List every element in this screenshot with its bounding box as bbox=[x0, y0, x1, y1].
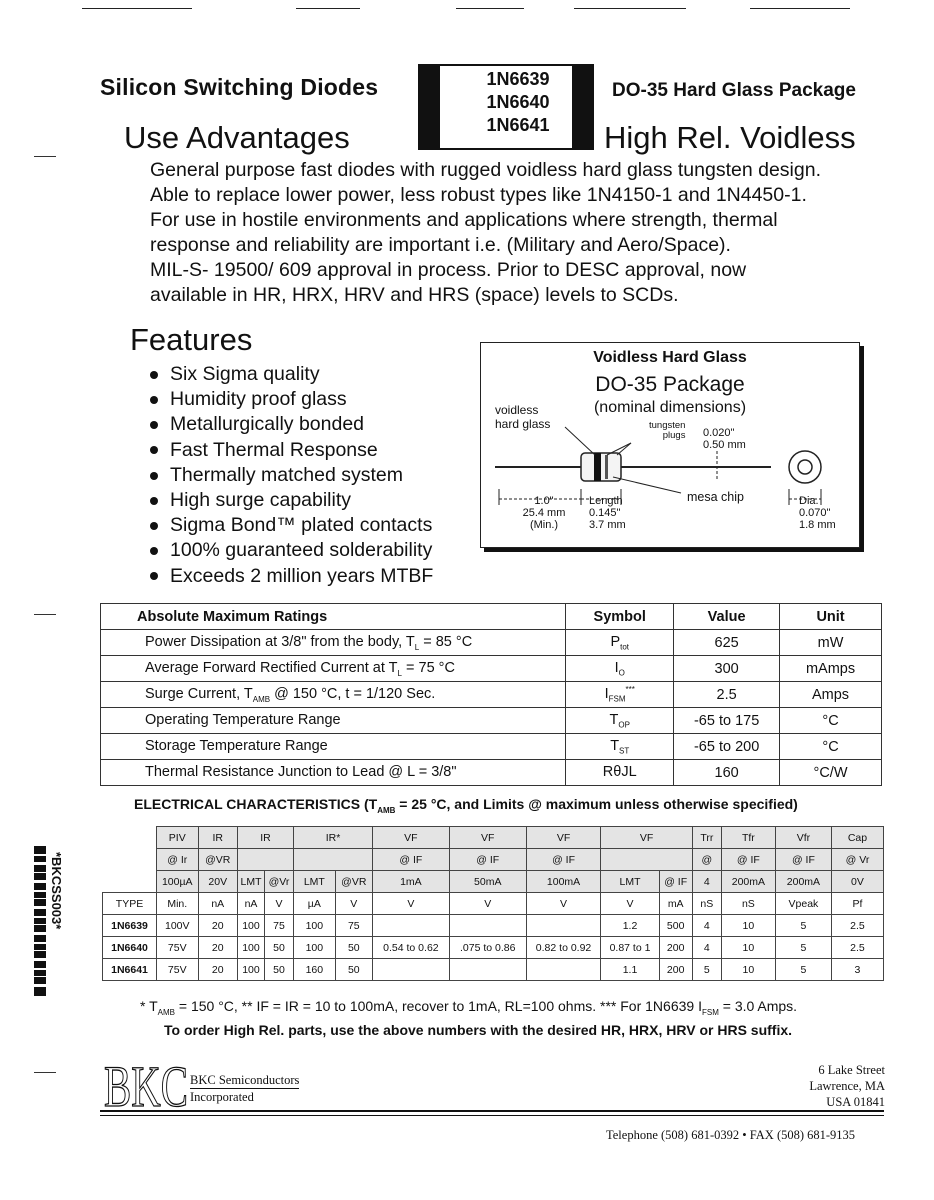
header-cell bbox=[294, 849, 373, 871]
intro-line: MIL-S- 19500/ 609 approval in process. Prior to DESC approval, now bbox=[150, 259, 747, 281]
table-header: Symbol bbox=[566, 604, 674, 630]
value-cell: 2.5 bbox=[831, 915, 883, 937]
value-cell: 2.5 bbox=[831, 937, 883, 959]
value-cell: 100 bbox=[237, 959, 264, 981]
table-row bbox=[101, 734, 882, 760]
ratings-table bbox=[100, 603, 882, 786]
header-cell: @Vr bbox=[264, 871, 293, 893]
bullet-icon bbox=[150, 497, 158, 505]
header-cell: 100mA bbox=[526, 871, 601, 893]
value-cell: 100 bbox=[294, 915, 336, 937]
header-cell: 20V bbox=[198, 871, 237, 893]
intro-line: available in HR, HRX, HRV and HRS (space) levels to SCDs. bbox=[150, 284, 679, 306]
unit-cell: V bbox=[449, 893, 526, 915]
value-cell bbox=[449, 959, 526, 981]
value-cell bbox=[449, 915, 526, 937]
features-list bbox=[150, 362, 433, 589]
value-cell: 4 bbox=[692, 937, 721, 959]
header-cell: @ IF bbox=[721, 849, 775, 871]
value-cell: 160 bbox=[294, 959, 336, 981]
symbol-cell: $P_{tot}$ bbox=[566, 630, 674, 656]
value-cell: 500 bbox=[659, 915, 692, 937]
header-cell: Vfr bbox=[775, 827, 831, 849]
value-cell: 10 bbox=[721, 915, 775, 937]
value-cell: 0.54 to 0.62 bbox=[372, 937, 449, 959]
header-cell: VF bbox=[449, 827, 526, 849]
header-cell: VF bbox=[526, 827, 601, 849]
header-cell: Cap bbox=[831, 827, 883, 849]
feature-item: Thermally matched system bbox=[150, 463, 433, 488]
bullet-icon bbox=[150, 522, 158, 530]
unit-cell: nA bbox=[237, 893, 264, 915]
feature-item: Sigma Bond™ plated contacts bbox=[150, 513, 433, 538]
header-cell: IR bbox=[198, 827, 237, 849]
parameter-cell: Storage Temperature Range bbox=[101, 734, 566, 760]
package-title: Voidless Hard Glass bbox=[593, 349, 747, 366]
header-cell: 4 bbox=[692, 871, 721, 893]
table-row bbox=[101, 682, 882, 708]
value-cell: 5 bbox=[775, 959, 831, 981]
header-cell: 1mA bbox=[372, 871, 449, 893]
value-cell: 10 bbox=[721, 959, 775, 981]
header-cell: 200mA bbox=[721, 871, 775, 893]
diameter-dimension: Dia. 0.070" 1.8 mm bbox=[799, 495, 836, 531]
length-dimension: Length 0.145" 3.7 mm bbox=[589, 495, 626, 531]
unit-cell: mA bbox=[659, 893, 692, 915]
bullet-icon bbox=[150, 396, 158, 404]
package-diagram bbox=[480, 342, 860, 548]
footer-divider bbox=[100, 1110, 884, 1112]
unit-cell: °C bbox=[780, 708, 882, 734]
bkc-logo bbox=[104, 1058, 188, 1110]
table-row bbox=[103, 827, 884, 849]
barcode-text: *BKCSS003* bbox=[49, 852, 64, 930]
value-cell: 5 bbox=[692, 959, 721, 981]
lead-dimension: 1.0" 25.4 mm (Min.) bbox=[522, 495, 566, 531]
value-cell: 50 bbox=[264, 937, 293, 959]
value-cell bbox=[526, 959, 601, 981]
units-row bbox=[103, 893, 884, 915]
bullet-icon bbox=[150, 371, 158, 379]
value-cell: 4 bbox=[692, 915, 721, 937]
unit-cell: µA bbox=[294, 893, 336, 915]
scan-line bbox=[750, 8, 850, 9]
bullet-icon bbox=[150, 547, 158, 555]
unit-cell: nS bbox=[721, 893, 775, 915]
voidless-label: voidless hard glass bbox=[495, 403, 551, 431]
intro-line: For use in hostile environments and applications where strength, thermal bbox=[150, 209, 778, 231]
feature-item: Metallurgically bonded bbox=[150, 412, 433, 437]
type-cell: 1N6639 bbox=[103, 915, 157, 937]
part-number: 1N6640 bbox=[486, 92, 550, 112]
intro-line: General purpose fast diodes with rugged voidless hard glass tungsten design. bbox=[150, 159, 821, 181]
value-cell: 20 bbox=[198, 915, 237, 937]
bullet-icon bbox=[150, 572, 158, 580]
scan-line bbox=[456, 8, 524, 9]
value-cell: 75V bbox=[157, 937, 199, 959]
table-header-row bbox=[101, 604, 882, 630]
package-subtitle: DO-35 Package bbox=[595, 373, 745, 396]
value-cell: 0.87 to 1 bbox=[601, 937, 659, 959]
margin-mark bbox=[34, 1072, 56, 1073]
unit-cell: nS bbox=[692, 893, 721, 915]
value-cell: 75V bbox=[157, 959, 199, 981]
order-note: To order High Rel. parts, use the above numbers with the desired HR, HRX, HRV or HRS suffix. bbox=[164, 1022, 793, 1038]
feature-item: Six Sigma quality bbox=[150, 362, 433, 387]
unit-cell: Pf bbox=[831, 893, 883, 915]
symbol-cell: $T_{OP}$ bbox=[566, 708, 674, 734]
intro-line: Able to replace lower power, less robust types like 1N4150-1 and 1N4450-1. bbox=[150, 184, 807, 206]
feature-item: Exceeds 2 million years MTBF bbox=[150, 564, 433, 589]
value-cell: 5 bbox=[775, 915, 831, 937]
value-cell bbox=[526, 915, 601, 937]
unit-cell: Min. bbox=[157, 893, 199, 915]
margin-mark bbox=[34, 156, 56, 157]
value-cell: 100 bbox=[294, 937, 336, 959]
feature-item: Fast Thermal Response bbox=[150, 438, 433, 463]
unit-cell: V bbox=[601, 893, 659, 915]
unit-cell: nA bbox=[198, 893, 237, 915]
header-cell: 100µA bbox=[157, 871, 199, 893]
value-cell: 100 bbox=[237, 915, 264, 937]
header-cell: PIV bbox=[157, 827, 199, 849]
table-header: Unit bbox=[780, 604, 882, 630]
value-cell: -65 to 200 bbox=[674, 734, 780, 760]
scan-line bbox=[296, 8, 360, 9]
mesa-chip-label: mesa chip bbox=[687, 490, 744, 504]
header-cell: @ bbox=[692, 849, 721, 871]
header-cell: 0V bbox=[831, 871, 883, 893]
value-cell bbox=[372, 959, 449, 981]
header-cell: @ IF bbox=[372, 849, 449, 871]
part-number: 1N6639 bbox=[486, 69, 550, 89]
parameter-cell: Thermal Resistance Junction to Lead @ L = 3/8" bbox=[101, 760, 566, 786]
value-cell: 200 bbox=[659, 937, 692, 959]
electrical-heading: ELECTRICAL CHARACTERISTICS ($T_{AMB} = 25$ °C, and Limits @ maximum unless otherwise specified) bbox=[134, 796, 798, 815]
header-cell: Tfr bbox=[721, 827, 775, 849]
table-row bbox=[103, 915, 884, 937]
value-cell: 2.5 bbox=[674, 682, 780, 708]
header-cell: VF bbox=[601, 827, 692, 849]
header-cell bbox=[237, 849, 293, 871]
table-header: Value bbox=[674, 604, 780, 630]
symbol-cell: RθJL bbox=[566, 760, 674, 786]
symbol-cell: $T_{ST}$ bbox=[566, 734, 674, 760]
header-cell: @ IF bbox=[659, 871, 692, 893]
electrical-table bbox=[102, 826, 884, 981]
table-row bbox=[101, 708, 882, 734]
header-cell: LMT bbox=[294, 871, 336, 893]
header-cell: @ Ir bbox=[157, 849, 199, 871]
feature-item: Humidity proof glass bbox=[150, 387, 433, 412]
value-cell: 0.82 to 0.92 bbox=[526, 937, 601, 959]
unit-cell: V bbox=[526, 893, 601, 915]
bullet-icon bbox=[150, 421, 158, 429]
type-cell: 1N6641 bbox=[103, 959, 157, 981]
table-row bbox=[103, 937, 884, 959]
product-family-title: Silicon Switching Diodes bbox=[100, 74, 379, 100]
table-header: Absolute Maximum Ratings bbox=[101, 604, 566, 630]
footer-divider bbox=[100, 1115, 884, 1116]
header-cell: @ IF bbox=[775, 849, 831, 871]
value-cell: -65 to 175 bbox=[674, 708, 780, 734]
unit-cell: Amps bbox=[780, 682, 882, 708]
value-cell: 50 bbox=[335, 959, 372, 981]
company-address: 6 Lake Street Lawrence, MA USA 01841 bbox=[809, 1063, 885, 1109]
header-cell bbox=[601, 849, 692, 871]
bullet-icon bbox=[150, 446, 158, 454]
value-cell: 50 bbox=[335, 937, 372, 959]
package-title: DO-35 Hard Glass Package bbox=[612, 80, 856, 101]
header-cell: LMT bbox=[601, 871, 659, 893]
value-cell: 160 bbox=[674, 760, 780, 786]
header-cell: 50mA bbox=[449, 871, 526, 893]
part-number: 1N6641 bbox=[486, 115, 550, 135]
value-cell bbox=[372, 915, 449, 937]
value-cell: 20 bbox=[198, 959, 237, 981]
parameter-cell: Operating Temperature Range bbox=[101, 708, 566, 734]
part-number-box bbox=[418, 64, 594, 150]
scan-line bbox=[574, 8, 686, 9]
header-cell: LMT bbox=[237, 871, 264, 893]
value-cell: 625 bbox=[674, 630, 780, 656]
unit-cell: °C/W bbox=[780, 760, 882, 786]
table-row bbox=[103, 871, 884, 893]
header-cell: 200mA bbox=[775, 871, 831, 893]
value-cell: 300 bbox=[674, 656, 780, 682]
footnote: * $T_{AMB} = 150$ °C, ** IF = IR = 10 to 100mA, recover to 1mA, RL=100 ohms. *** For 1N6639 $I_{FSM} = 3.0$ Amps. bbox=[140, 998, 798, 1017]
value-cell: 1.1 bbox=[601, 959, 659, 981]
value-cell: .075 to 0.86 bbox=[449, 937, 526, 959]
feature-item: 100% guaranteed solderability bbox=[150, 538, 433, 563]
unit-cell: mAmps bbox=[780, 656, 882, 682]
header-cell: IR bbox=[237, 827, 293, 849]
unit-cell: Vpeak bbox=[775, 893, 831, 915]
company-name: BKC Semiconductors Incorporated bbox=[190, 1073, 300, 1104]
high-rel-heading: High Rel. Voidless bbox=[604, 120, 856, 155]
value-cell: 5 bbox=[775, 937, 831, 959]
table-row bbox=[101, 656, 882, 682]
value-cell: 75 bbox=[335, 915, 372, 937]
value-cell: 10 bbox=[721, 937, 775, 959]
header-cell: IR* bbox=[294, 827, 373, 849]
plug-dimension: 0.020" 0.50 mm bbox=[703, 427, 746, 451]
value-cell: 1.2 bbox=[601, 915, 659, 937]
header-cell: @VR bbox=[335, 871, 372, 893]
value-cell: 100 bbox=[237, 937, 264, 959]
phone-fax: Telephone (508) 681-0392 • FAX (508) 681-9135 bbox=[606, 1128, 856, 1142]
unit-cell: mW bbox=[780, 630, 882, 656]
parameter-cell: Average Forward Rectified Current at $T_L = 75$ °C bbox=[101, 656, 566, 682]
unit-cell: V bbox=[372, 893, 449, 915]
intro-paragraph bbox=[150, 158, 890, 308]
unit-cell: TYPE bbox=[103, 893, 157, 915]
value-cell: 200 bbox=[659, 959, 692, 981]
unit-cell: °C bbox=[780, 734, 882, 760]
svg-text:BKC: BKC bbox=[104, 1058, 188, 1110]
table-row bbox=[101, 630, 882, 656]
value-cell: 20 bbox=[198, 937, 237, 959]
value-cell: 100V bbox=[157, 915, 199, 937]
parameter-cell: Surge Current, $T_{AMB}$ @ 150 °C, t = 1/120 Sec. bbox=[101, 682, 566, 708]
table-row bbox=[101, 760, 882, 786]
features-heading: Features bbox=[130, 322, 253, 357]
table-row bbox=[103, 959, 884, 981]
use-advantages-heading: Use Advantages bbox=[124, 120, 350, 155]
header-cell: VF bbox=[372, 827, 449, 849]
header-cell: @ IF bbox=[449, 849, 526, 871]
table-row bbox=[103, 849, 884, 871]
header-cell: Trr bbox=[692, 827, 721, 849]
margin-mark bbox=[34, 614, 56, 615]
value-cell: 50 bbox=[264, 959, 293, 981]
intro-line: response and reliability are important i.e. (Military and Aero/Space). bbox=[150, 234, 731, 256]
header-cell: @VR bbox=[198, 849, 237, 871]
value-cell: 3 bbox=[831, 959, 883, 981]
scan-line bbox=[82, 8, 192, 9]
value-cell: 75 bbox=[264, 915, 293, 937]
unit-cell: V bbox=[335, 893, 372, 915]
header-cell: @ Vr bbox=[831, 849, 883, 871]
unit-cell: V bbox=[264, 893, 293, 915]
symbol-cell: $I_O$ bbox=[566, 656, 674, 682]
header-cell: @ IF bbox=[526, 849, 601, 871]
bullet-icon bbox=[150, 472, 158, 480]
type-cell: 1N6640 bbox=[103, 937, 157, 959]
package-note: (nominal dimensions) bbox=[593, 399, 747, 416]
feature-item: High surge capability bbox=[150, 488, 433, 513]
tungsten-label: tungsten plugs bbox=[649, 420, 686, 441]
symbol-cell: $I_{FSM}^{***}$ bbox=[566, 682, 674, 708]
parameter-cell: Power Dissipation at 3/8" from the body, $T_L = 85$ °C bbox=[101, 630, 566, 656]
